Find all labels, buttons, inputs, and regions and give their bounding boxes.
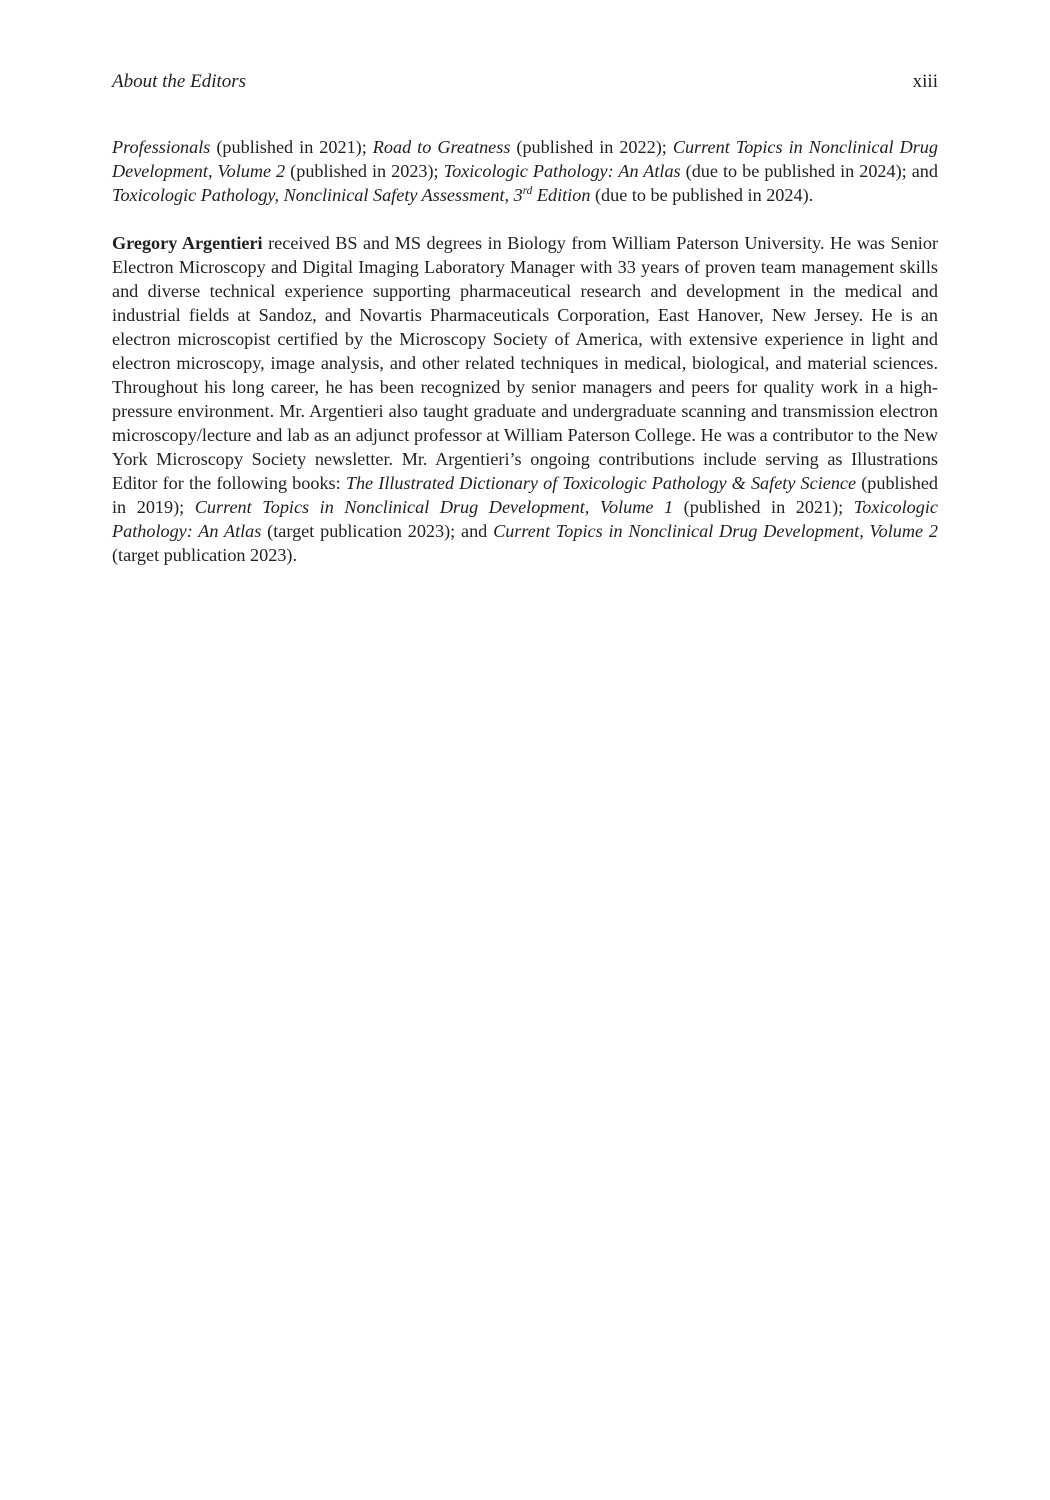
book-title: Current Topics in Nonclinical Drug Development, Volume 2	[112, 137, 938, 181]
running-title: About the Editors	[112, 71, 247, 92]
book-title: Toxicologic Pathology, Nonclinical Safety Assessment, 3	[112, 185, 523, 205]
editor-name: Gregory Argentieri	[112, 233, 263, 253]
text-run: (target publication 2023); and	[261, 521, 494, 541]
text-run: (published in 2021);	[673, 497, 854, 517]
running-header	[112, 70, 938, 94]
book-title: Road to Greatness	[372, 137, 511, 157]
book-title: Current Topics in Nonclinical Drug Development, Volume 1	[194, 497, 674, 517]
ordinal-superscript: rd	[522, 184, 533, 197]
book-title: Current Topics in Nonclinical Drug Development, Volume 2	[493, 521, 938, 541]
book-title: Toxicologic Pathology: An Atlas	[443, 161, 681, 181]
text-run: (published in 2021);	[210, 137, 373, 157]
page-number: xiii	[912, 71, 938, 92]
body-text	[112, 135, 938, 567]
paragraph-editor-bio	[112, 231, 938, 567]
book-title: Edition	[532, 185, 591, 205]
book-title: Toxicologic Pathology: An Atlas	[112, 497, 938, 541]
text-run: (published in 2022);	[510, 137, 673, 157]
text-run: (target publication 2023).	[112, 545, 298, 565]
bio-text: received BS and MS degrees in Biology from William Paterson University. He was Senior Electron Microscopy and Digital Imaging Laboratory Manager with 33 years of proven team management skills and diverse technical experience supporting pharmaceutical research and development in the medical and industrial fields at Sandoz, and Novartis Pharmaceuticals Corporation, East Hanover, New Jersey. He is an electron microscopist certified by the Microscopy Society of America, with extensive experience in light and electron microscopy, image analysis, and other related techniques in medical, biological, and material sciences. Throughout his long career, he has been recognized by senior managers and peers for quality work in a high-pressure environment. Mr. Argentieri also taught graduate and undergraduate scanning and transmission electron microscopy/lecture and lab as an adjunct professor at William Paterson College. He was a contributor to the New York Microscopy Society newsletter. Mr. Argentieri’s ongoing contributions include serving as Illustrations Editor for the following books:	[112, 233, 938, 493]
text-run: (due to be published in 2024); and	[680, 161, 938, 181]
text-run: (due to be published in 2024).	[590, 185, 814, 205]
book-title: The Illustrated Dictionary of Toxicologic Pathology & Safety Science	[345, 473, 857, 493]
paragraph-publications-continued	[112, 135, 938, 207]
document-page	[112, 70, 938, 567]
text-run: (published in 2023);	[285, 161, 444, 181]
text-run: (published in 2019);	[112, 473, 938, 517]
book-title: Professionals	[112, 137, 211, 157]
